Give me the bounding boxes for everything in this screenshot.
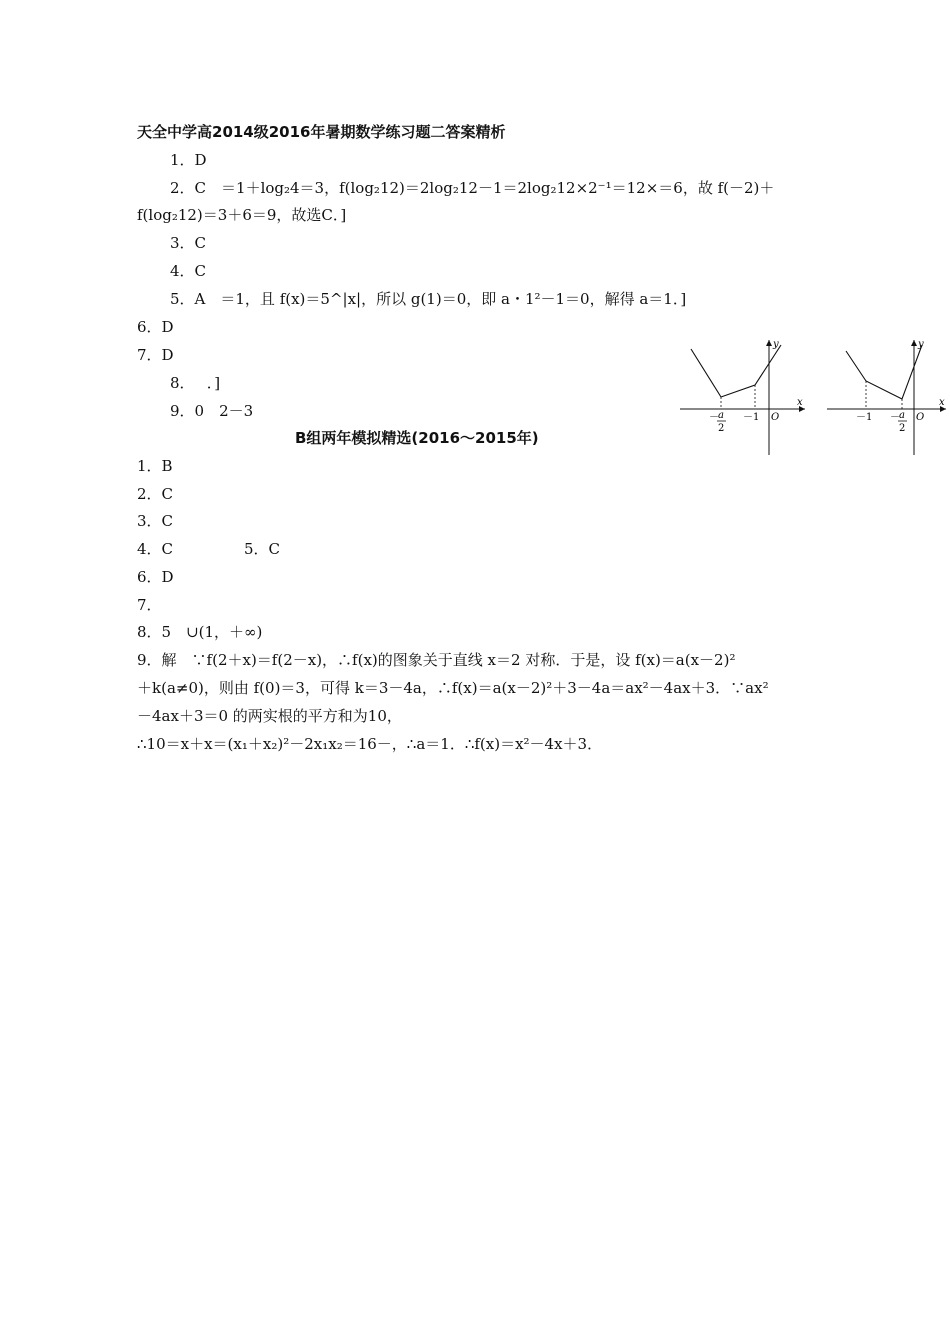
answer-b3: 3．C [137, 512, 174, 530]
tick-a-numerator: a [718, 410, 724, 421]
tick-a-sign: － [709, 412, 719, 423]
answer-a9: 9．0 2－3 [170, 402, 254, 420]
answer-b8: 8．5 ∪(1，＋∞) [137, 623, 263, 641]
section-b-title: B组两年模拟精选(2016～2015年) [295, 429, 539, 447]
answer-b9-line4: ∴10＝x＋x＝(x₁＋x₂)²－2x₁x₂＝16－，∴a＝1．∴f(x)＝x²－4x＋3． [137, 735, 603, 753]
tick-neg1: －1 [856, 412, 873, 423]
answer-b5: 5．C [244, 540, 281, 558]
answer-a3: 3．C [170, 234, 207, 252]
answer-b2: 2．C [137, 485, 174, 503]
answer-b9-line3: －4ax＋3＝0 的两实根的平方和为10， [137, 707, 402, 725]
answer-b9-line1: 9．解 ∵f(2＋x)＝f(2－x)，∴f(x)的图象关于直线 x＝2 对称．于是，设 f(x)＝a(x－2)² [137, 651, 736, 669]
answer-a7: 7．D [137, 346, 174, 364]
origin-label: O [771, 412, 780, 423]
answer-a1: 1．D [170, 151, 207, 169]
answer-b1: 1．B [137, 457, 173, 475]
y-axis-label: y [918, 339, 924, 350]
function-graph-1 [675, 335, 810, 464]
answer-a2-line1: 2．C ＝1＋log₂4＝3，f(log₂12)＝2log₂12－1＝2log₂12×2⁻¹＝12×＝6，故 f(－2)＋ [170, 179, 775, 197]
function-graph-2 [822, 335, 950, 464]
tick-a-denominator: 2 [899, 423, 906, 434]
y-axis-label: y [773, 339, 779, 350]
answer-a6: 6．D [137, 318, 174, 336]
answer-a5: 5．A ＝1，且 f(x)＝5^|x|，所以 g(1)＝0，即 a・1²－1＝0，解得 a＝1．] [170, 290, 687, 308]
page-title: 天全中学高2014级2016年暑期数学练习题二答案精析 [137, 123, 506, 141]
x-axis-label: x [939, 397, 945, 408]
tick-a-denominator: 2 [718, 423, 725, 434]
origin-label: O [916, 412, 925, 423]
tick-a-sign: － [890, 412, 900, 423]
tick-neg1: －1 [743, 412, 760, 423]
answer-b7: 7． [137, 596, 162, 614]
answer-b9-line2: ＋k(a≠0)，则由 f(0)＝3，可得 k＝3－4a，∴f(x)＝a(x－2)²＋3－4a＝ax²－4ax＋3．∵ax² [137, 679, 769, 697]
answer-a2-line2: f(log₂12)＝3＋6＝9，故选C．] [137, 206, 347, 224]
answer-b4: 4．C [137, 540, 174, 558]
answer-b6: 6．D [137, 568, 174, 586]
answer-a4: 4．C [170, 262, 207, 280]
answer-a8: 8． ．] [170, 374, 221, 392]
x-axis-label: x [797, 397, 803, 408]
tick-a-numerator: a [899, 410, 905, 421]
